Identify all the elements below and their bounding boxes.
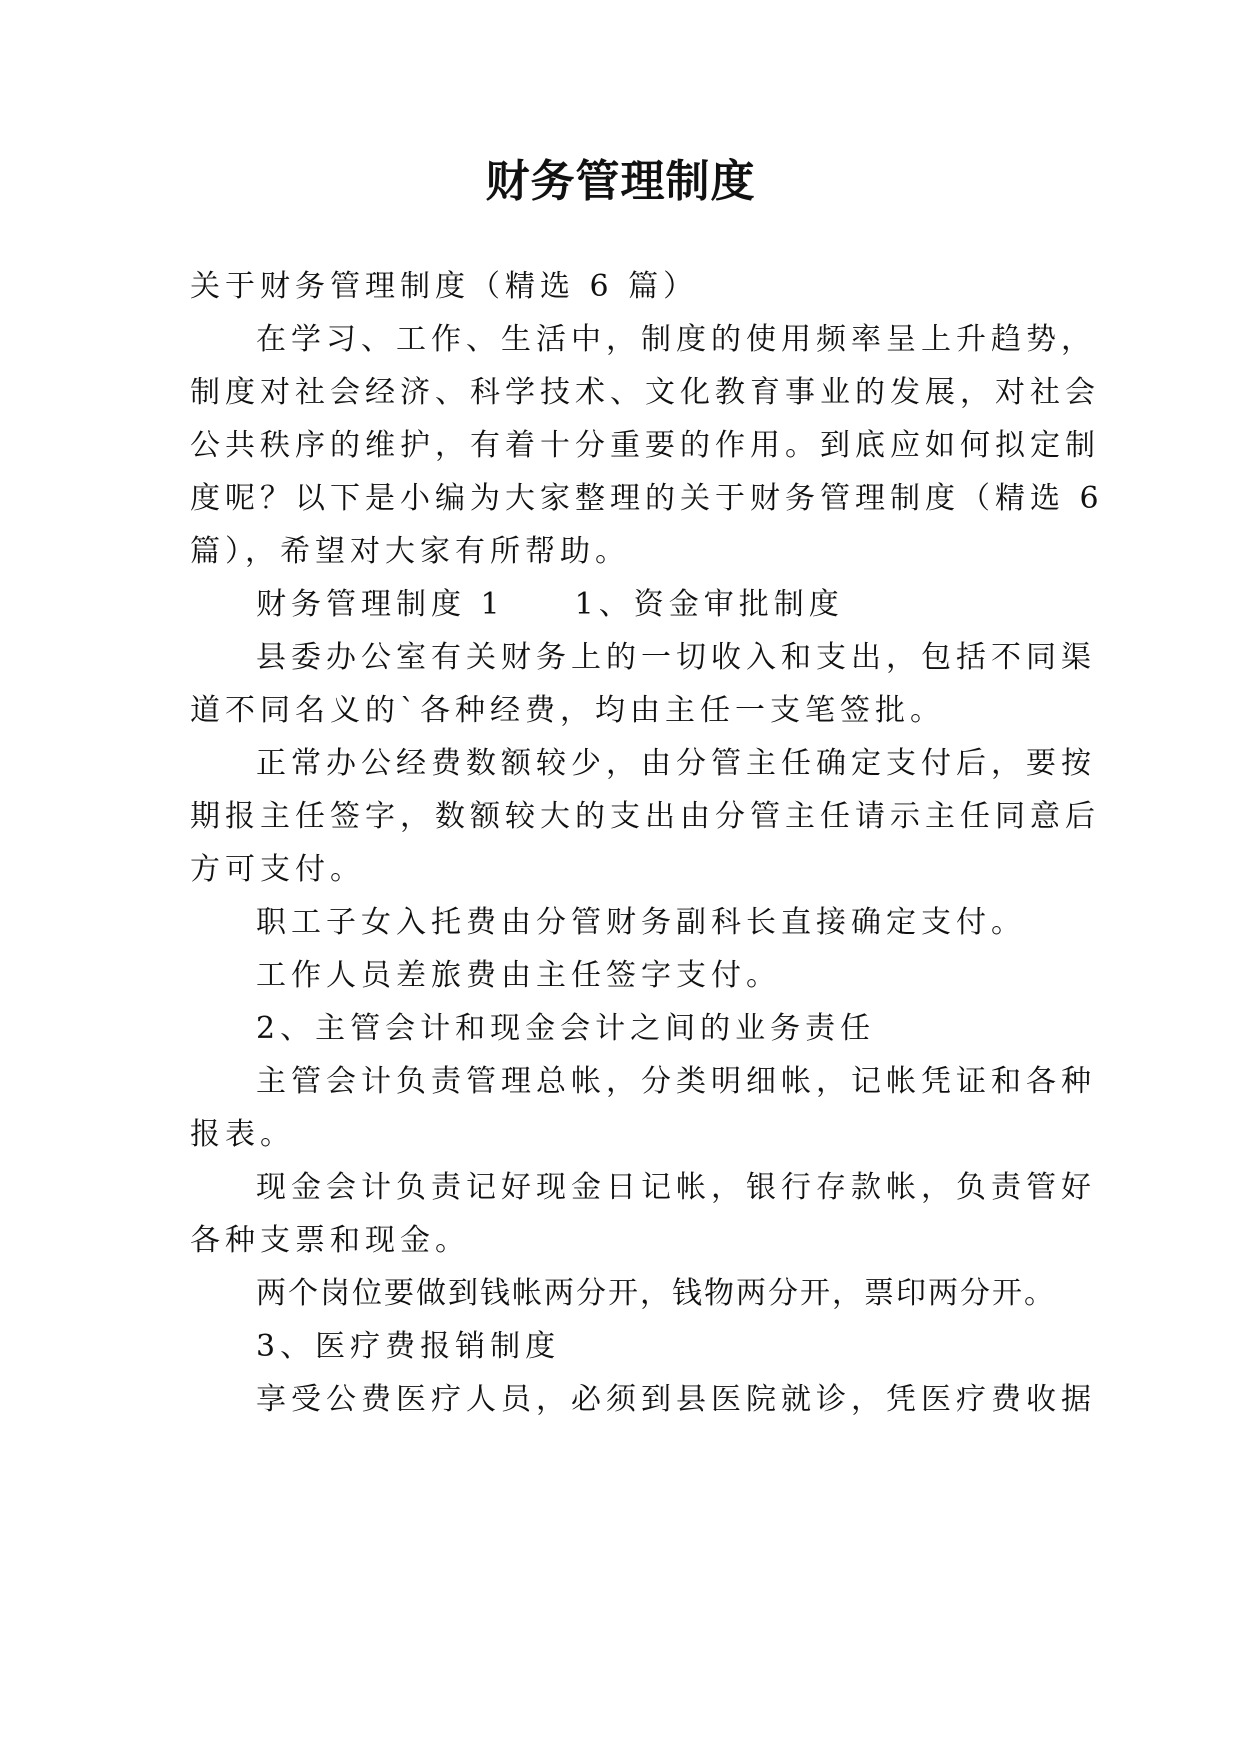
- paragraph-line: 两个岗位要做到钱帐两分开，钱物两分开，票印两分开。: [256, 1276, 1056, 1311]
- paragraph-line: 现金会计负责记好现金日记帐，银行存款帐，负责管好: [256, 1170, 1096, 1205]
- paragraph-line: 正常办公经费数额较少，由分管主任确定支付后，要按: [256, 746, 1096, 781]
- paragraph-line: 主管会计负责管理总帐，分类明细帐，记帐凭证和各种: [256, 1064, 1096, 1099]
- section-heading: 财务管理制度 1 1、资金审批制度: [256, 587, 844, 622]
- paragraph-line: 在学习、工作、生活中，制度的使用频率呈上升趋势，: [256, 322, 1096, 357]
- document-title: 财务管理制度: [485, 156, 756, 207]
- section-heading: 2、主管会计和现金会计之间的业务责任: [256, 1011, 876, 1046]
- paragraph-line: 县委办公室有关财务上的一切收入和支出，包括不同渠: [256, 640, 1096, 675]
- paragraph-line: 公共秩序的维护，有着十分重要的作用。到底应如何拟定制: [190, 428, 1100, 463]
- paragraph-line: 各种支票和现金。: [190, 1223, 470, 1258]
- paragraph-line: 制度对社会经济、科学技术、文化教育事业的发展，对社会: [190, 375, 1100, 410]
- subtitle-line: 关于财务管理制度（精选 6 篇）: [190, 269, 699, 304]
- paragraph-line: 报表。: [190, 1117, 295, 1152]
- paragraph-line: 职工子女入托费由分管财务副科长直接确定支付。: [256, 905, 1026, 940]
- paragraph-line: 享受公费医疗人员，必须到县医院就诊，凭医疗费收据: [256, 1382, 1096, 1417]
- paragraph-line: 篇），希望对大家有所帮助。: [190, 534, 630, 569]
- section-heading: 3、医疗费报销制度: [256, 1329, 561, 1364]
- paragraph-line: 工作人员差旅费由主任签字支付。: [256, 958, 781, 993]
- paragraph-line: 期报主任签字，数额较大的支出由分管主任请示主任同意后: [190, 799, 1100, 834]
- paragraph-line: 度呢？以下是小编为大家整理的关于财务管理制度（精选 6: [190, 481, 1104, 516]
- paragraph-line: 道不同名义的`各种经费，均由主任一支笔签批。: [190, 693, 945, 728]
- paragraph-line: 方可支付。: [190, 852, 365, 887]
